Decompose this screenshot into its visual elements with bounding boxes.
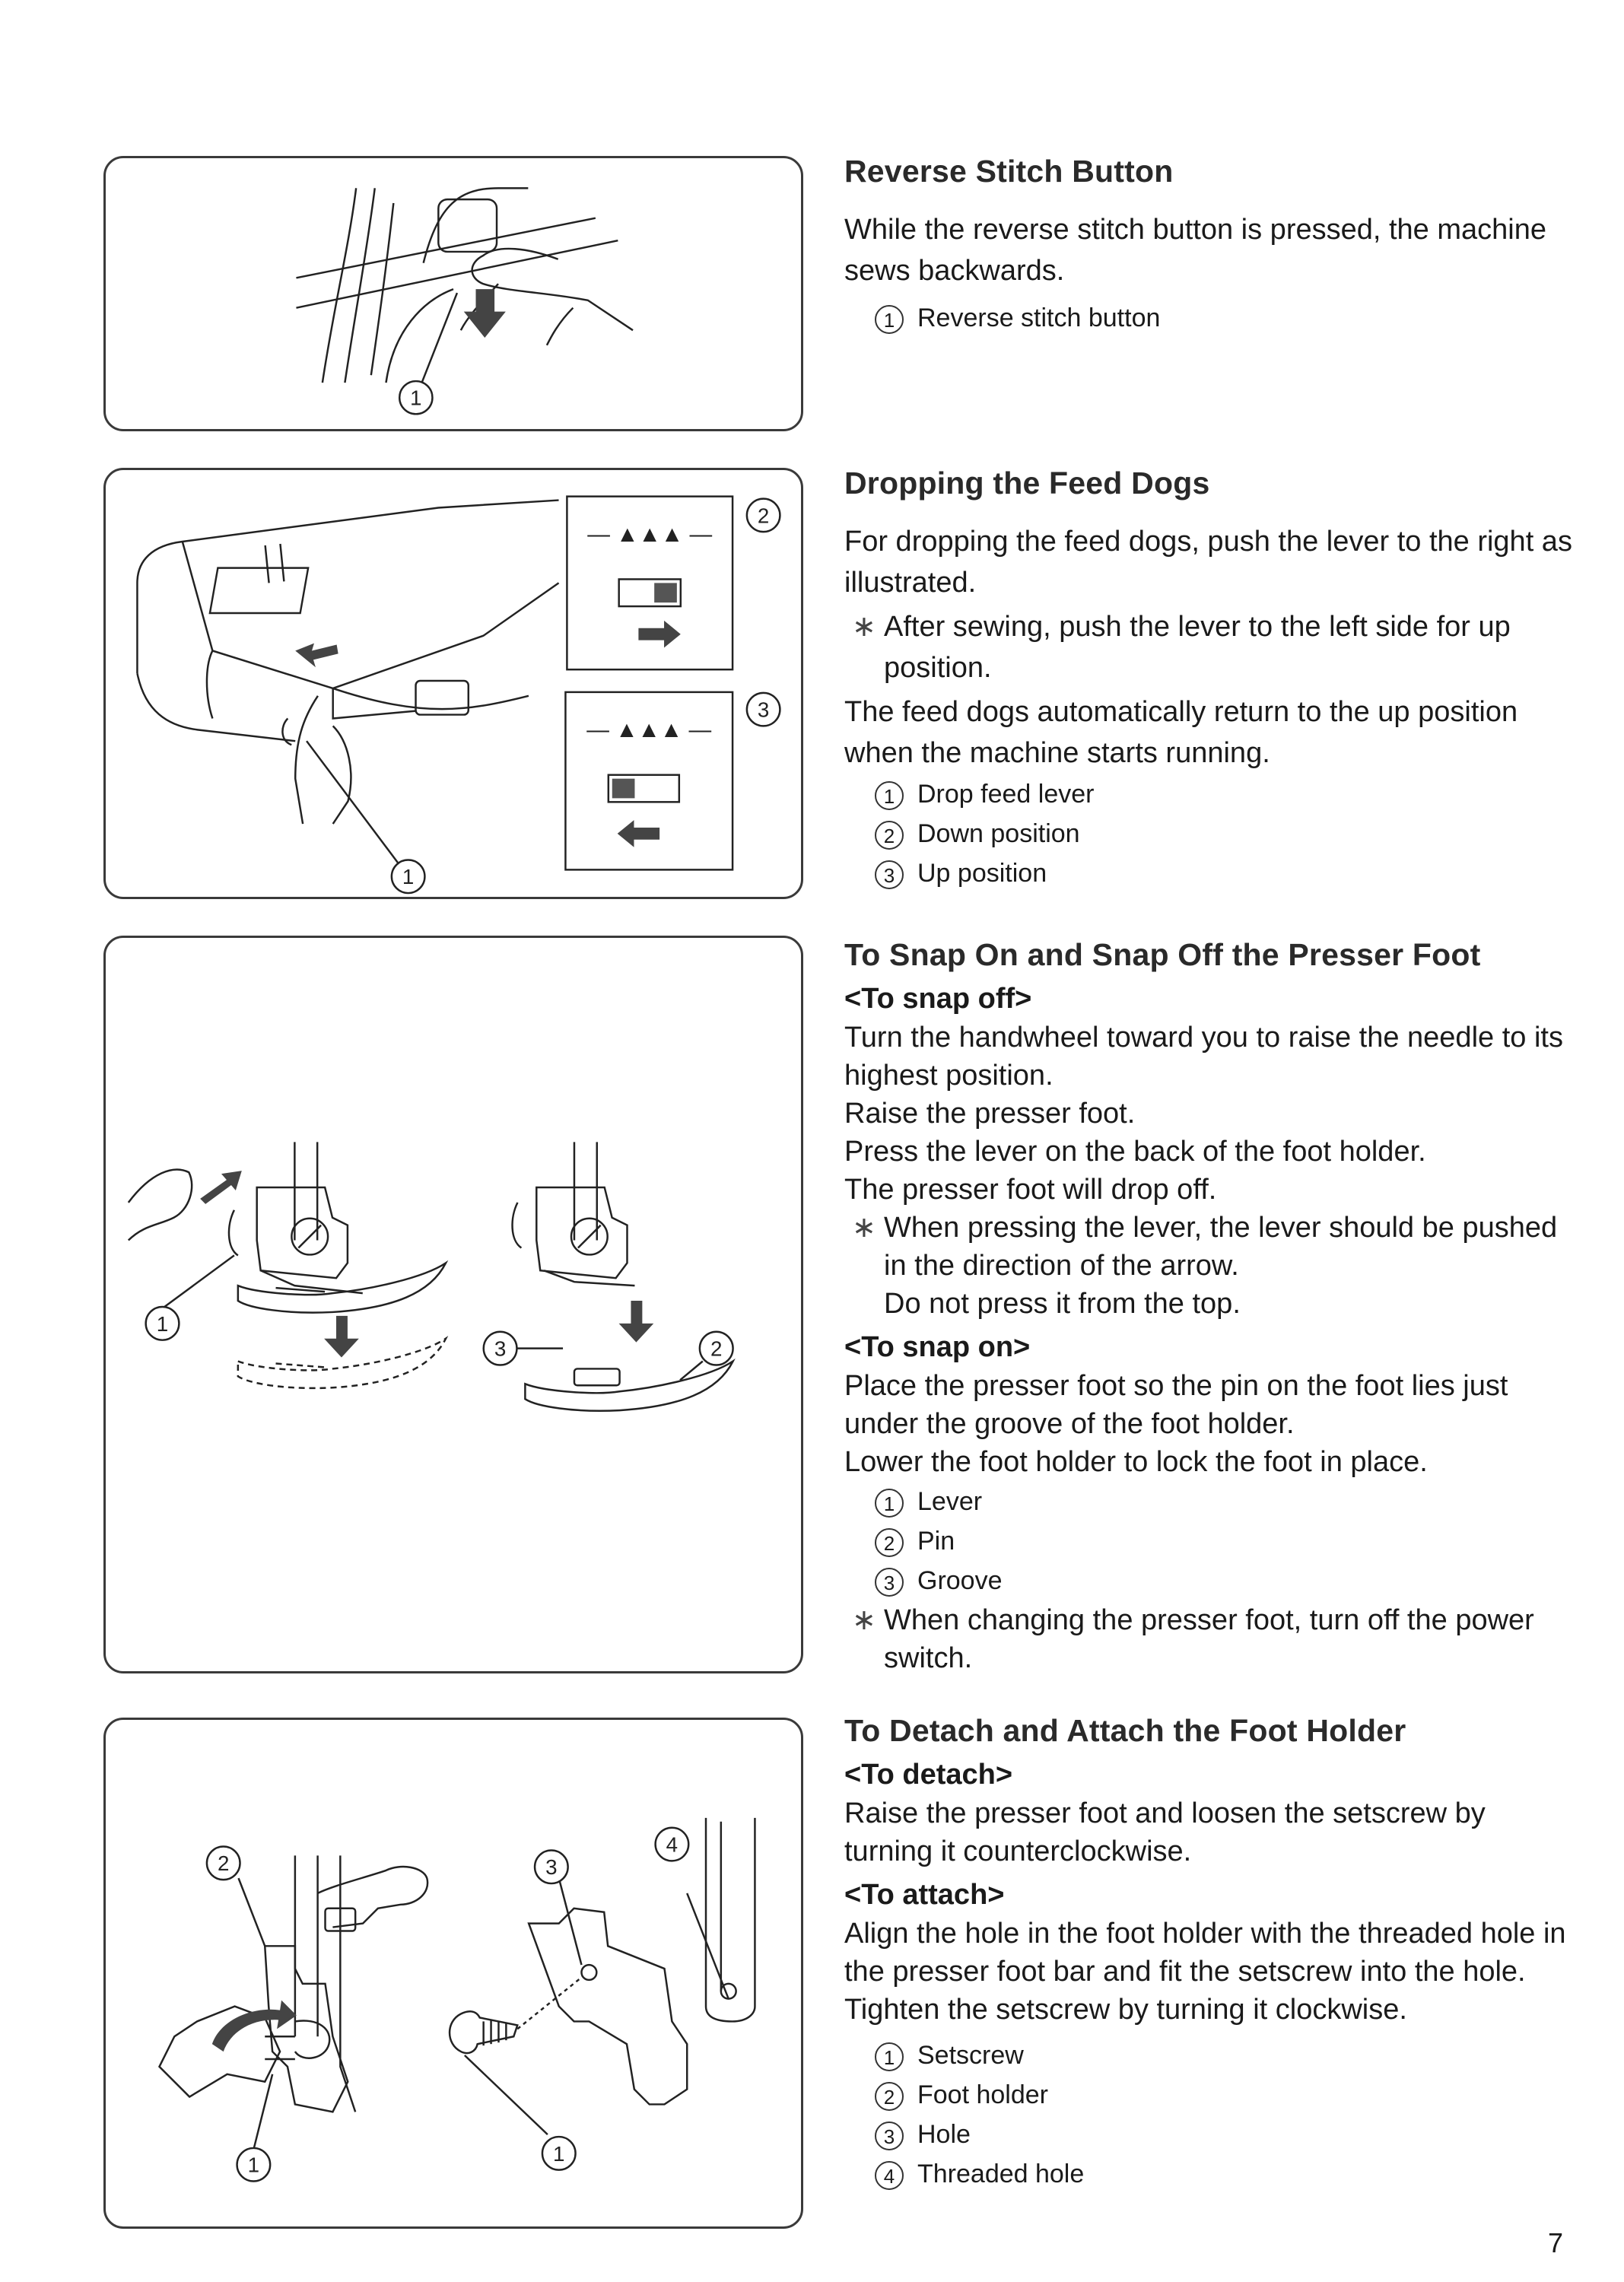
legend-number: 2 — [875, 821, 904, 850]
legend-item — [844, 299, 1575, 337]
legend-item — [844, 1522, 1575, 1560]
body-line: The presser foot will drop off. — [844, 1174, 1217, 1206]
callout-2: 2 — [757, 504, 770, 528]
foot-holder-drawing — [106, 1720, 801, 2226]
note-text: When changing the presser foot, turn off the power switch. — [884, 1604, 1534, 1674]
callout-3: 3 — [494, 1336, 507, 1361]
feed-dogs-illustration — [103, 468, 803, 899]
presser-foot-section — [844, 937, 1575, 1677]
callout-1: 1 — [410, 386, 422, 410]
feed-dogs-section — [844, 466, 1575, 894]
legend-number: 2 — [875, 2082, 904, 2111]
legend-text: Down position — [917, 819, 1080, 848]
section-body: For dropping the feed dogs, push the lever to the right as illustrated. — [844, 526, 1572, 599]
legend-text: Setscrew — [917, 2041, 1024, 2070]
legend-number: 1 — [875, 305, 904, 334]
section-body: While the reverse stitch button is pressed, the machine sews backwards. — [844, 214, 1547, 287]
reverse-stitch-section — [844, 154, 1575, 338]
section-title: To Detach and Attach the Foot Holder — [844, 1713, 1406, 1748]
foot-holder-section — [844, 1713, 1575, 2195]
callout-3: 3 — [545, 1855, 558, 1880]
legend-number: 3 — [875, 2121, 904, 2150]
legend-item — [844, 815, 1575, 853]
legend-item — [844, 854, 1575, 892]
legend-text: Lever — [917, 1487, 983, 1516]
legend-text: Hole — [917, 2120, 971, 2149]
note-text-2: Do not press it from the top. — [884, 1288, 1241, 1320]
body-line: Place the presser foot so the pin on the foot lies just under the groove of the foot holder. — [844, 1370, 1508, 1440]
asterisk-icon: ∗ — [852, 1212, 876, 1244]
callout-1: 1 — [156, 1311, 169, 1336]
legend-number: 3 — [875, 1568, 904, 1597]
presser-foot-illustration — [103, 936, 803, 1673]
legend-number: 1 — [875, 1489, 904, 1518]
legend-item — [844, 1483, 1575, 1521]
reverse-stitch-drawing — [106, 158, 801, 429]
callout-2: 2 — [710, 1336, 723, 1361]
callout-3: 3 — [757, 698, 770, 722]
note-text: When pressing the lever, the lever should be pushed in the direction of the arrow. — [884, 1212, 1558, 1282]
presser-foot-drawing — [106, 938, 801, 1671]
attach-title: <To attach> — [844, 1879, 1005, 1911]
callout-1b: 1 — [553, 2141, 565, 2166]
snap-on-title: <To snap on> — [844, 1331, 1031, 1363]
legend-text: Drop feed lever — [917, 780, 1095, 809]
down-position-marker: — ▲▲▲ — — [587, 521, 713, 547]
callout-1: 1 — [402, 865, 415, 889]
legend-item — [844, 775, 1575, 813]
detach-title: <To detach> — [844, 1759, 1013, 1791]
legend-number: 1 — [875, 2042, 904, 2071]
legend-text: Pin — [917, 1527, 955, 1556]
note — [844, 1601, 1575, 1677]
note — [844, 1209, 1575, 1323]
asterisk-icon: ∗ — [852, 611, 876, 643]
legend-number: 1 — [875, 781, 904, 810]
section-title: Reverse Stitch Button — [844, 154, 1174, 189]
legend-text: Reverse stitch button — [917, 304, 1161, 332]
body-line: Turn the handwheel toward you to raise the needle to its highest position. — [844, 1022, 1563, 1092]
legend-text: Up position — [917, 859, 1047, 888]
legend-text: Groove — [917, 1566, 1003, 1595]
attach-body: Align the hole in the foot holder with the threaded hole in the presser foot bar and fit the setscrew into the hole. Tighten the setscrew by turning it clockwise. — [844, 1918, 1566, 2026]
legend-number: 4 — [875, 2161, 904, 2190]
asterisk-icon: ∗ — [852, 1604, 876, 1636]
reverse-stitch-illustration — [103, 156, 803, 431]
snap-off-title: <To snap off> — [844, 983, 1032, 1015]
legend-number: 3 — [875, 860, 904, 889]
legend-number: 2 — [875, 1528, 904, 1557]
section-body-2: The feed dogs automatically return to the up position when the machine starts running. — [844, 696, 1518, 769]
note-text: After sewing, push the lever to the left side for up position. — [884, 611, 1511, 684]
legend-item — [844, 2155, 1575, 2193]
legend-text: Foot holder — [917, 2080, 1048, 2109]
section-title: To Snap On and Snap Off the Presser Foot — [844, 937, 1481, 972]
legend-item — [844, 2076, 1575, 2114]
detach-body: Raise the presser foot and loosen the setscrew by turning it counterclockwise. — [844, 1797, 1486, 1867]
foot-holder-illustration — [103, 1718, 803, 2229]
page-number: 7 — [1547, 2227, 1563, 2258]
feed-dogs-drawing — [106, 470, 801, 897]
legend-item — [844, 2115, 1575, 2153]
section-title: Dropping the Feed Dogs — [844, 466, 1210, 501]
callout-1: 1 — [247, 2153, 260, 2177]
legend-item — [844, 1562, 1575, 1600]
callout-2: 2 — [218, 1851, 230, 1876]
callout-4: 4 — [666, 1832, 679, 1857]
body-line: Press the lever on the back of the foot holder. — [844, 1136, 1426, 1168]
body-line: Lower the foot holder to lock the foot in place. — [844, 1446, 1428, 1478]
note — [844, 606, 1575, 688]
legend-text: Threaded hole — [917, 2160, 1085, 2188]
body-line: Raise the presser foot. — [844, 1098, 1136, 1130]
legend-item — [844, 2036, 1575, 2074]
up-position-marker: — ▲▲▲ — — [586, 717, 712, 743]
